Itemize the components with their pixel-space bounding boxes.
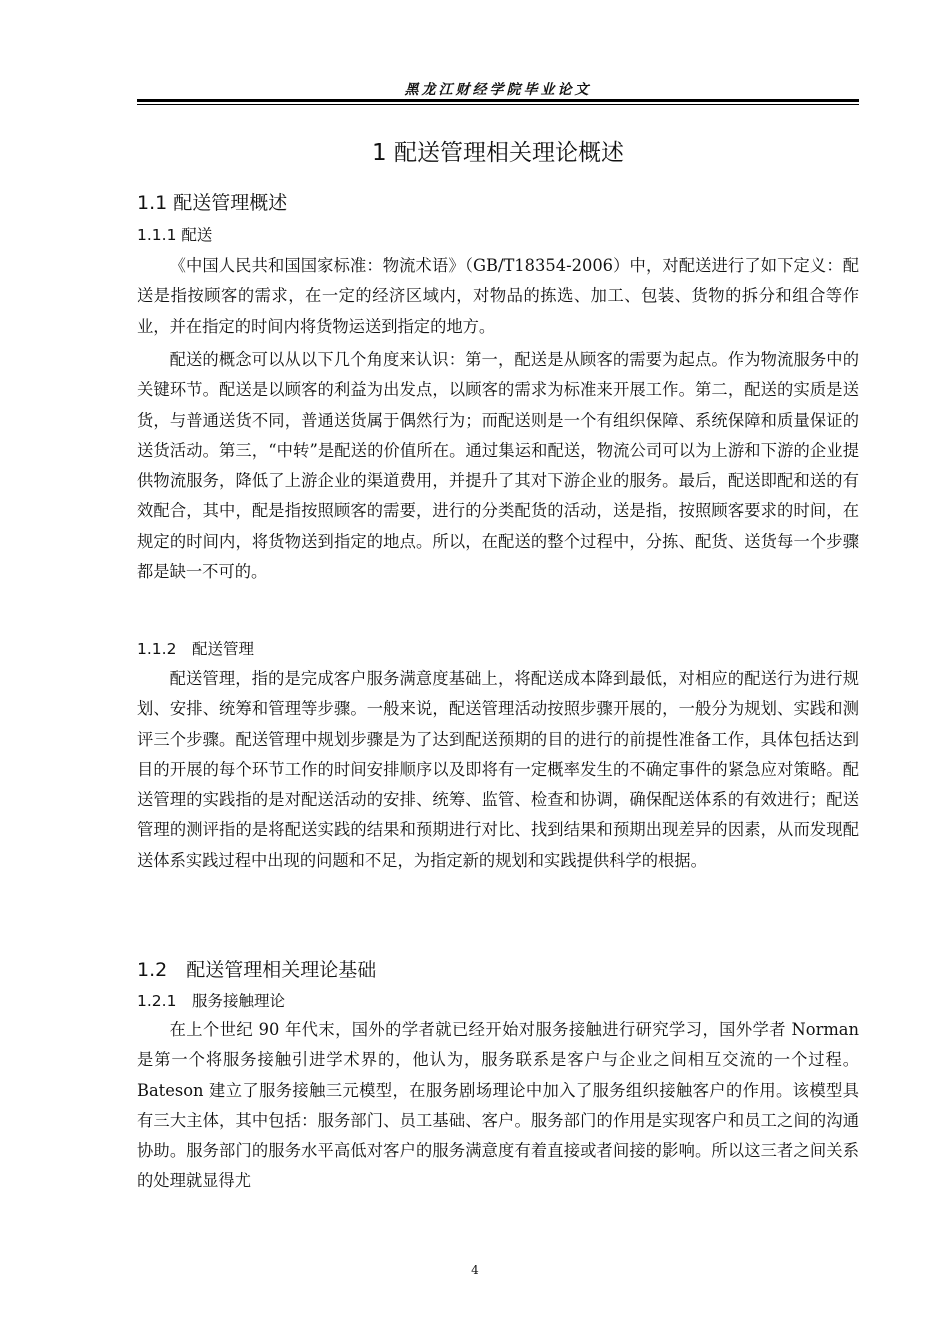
running-header: 黑龙江财经学院毕业论文 [404,82,592,98]
paragraph-concept: 配送的概念可以从以下几个角度来认识：第一，配送是从顾客的需要为起点。作为物流服务中的关键环节。配送是以顾客的利益为出发点，以顾客的需求为标准来开展工作。第二，配送的实质是送货，与普通送货不同，普通送货属于偶然行为；而配送则是一个有组织保障、系统保障和质量保证的送货活动。第三，“中转”是配送的价值所在。通过集运和配送，物流公司可以为上游和下游的企业提供物流服务，降低了上游企业的渠道费用，并提升了其对下游企业的服务。最后，配送即配和送的有效配合，其中，配是指按照顾客的需要，进行的分类配货的活动，送是指，按照顾客要求的时间，在规定的时间内，将货物送到指定的地点。所以，在配送的整个过程中，分拣、配货、送货每一个步骤都是缺一不可的。 [137,350,859,582]
section-heading-1-1-2: 1.1.2 配送管理 [137,640,254,658]
paragraph-management: 配送管理，指的是完成客户服务满意度基础上，将配送成本降到最低，对相应的配送行为进行规划、安排、统筹和管理等步骤。一般来说，配送管理活动按照步骤开展的，一般分为规划、实践和测评三个步骤。配送管理中规划步骤是为了达到配送预期的目的进行的前提性准备工作，具体包括达到目的开展的每个环节工作的时间安排顺序以及即将有一定概率发生的不确定事件的紧急应对策略。配送管理的实践指的是对配送活动的安排、统筹、监管、检查和协调，确保配送体系的有效进行；配送管理的测评指的是将配送实践的结果和预期进行对比、找到结果和预期出现差异的因素，从而发现配送体系实践过程中出现的问题和不足，为指定新的规划和实践提供科学的根据。 [137,669,859,870]
section-heading-1-2: 1.2 配送管理相关理论基础 [137,959,377,981]
paragraph-service-encounter: 在上个世纪 90 年代末，国外的学者就已经开始对服务接触进行研究学习，国外学者 Norman 是第一个将服务接触引进学术界的，他认为，服务联系是客户与企业之间相互交流的一个过程。 Bateson 建立了服务接触三元模型，在服务剧场理论中加入了服务组织接触客户的作用。该模型具有三大主体，其中包括：服务部门、员工基础、客户。服务部门的作用是实现客户和员工之间的沟通协助。服务部门的服务水平高低对客户的服务满意度有着直接或者间接的影响。所以这三者之间关系的处理就显得尤 [137,1020,859,1191]
header-rule-thick [137,99,859,102]
section-heading-1-2-1: 1.2.1 服务接触理论 [137,992,285,1010]
paragraph-definition: 《中国人民共和国国家标准：物流术语》（GB/T18354-2006）中，对配送进行了如下定义：配送是指按顾客的需求，在一定的经济区域内，对物品的拣选、加工、包装、货物的拆分和组合等作业，并在指定的时间内将货物运送到指定的地方。 [137,256,859,336]
page-number: 4 [471,1263,479,1277]
chapter-title: 1 配送管理相关理论概述 [372,140,624,166]
header-rule-thin [137,104,859,105]
section-heading-1-1: 1.1 配送管理概述 [137,192,288,214]
section-heading-1-1-1: 1.1.1 配送 [137,226,213,244]
